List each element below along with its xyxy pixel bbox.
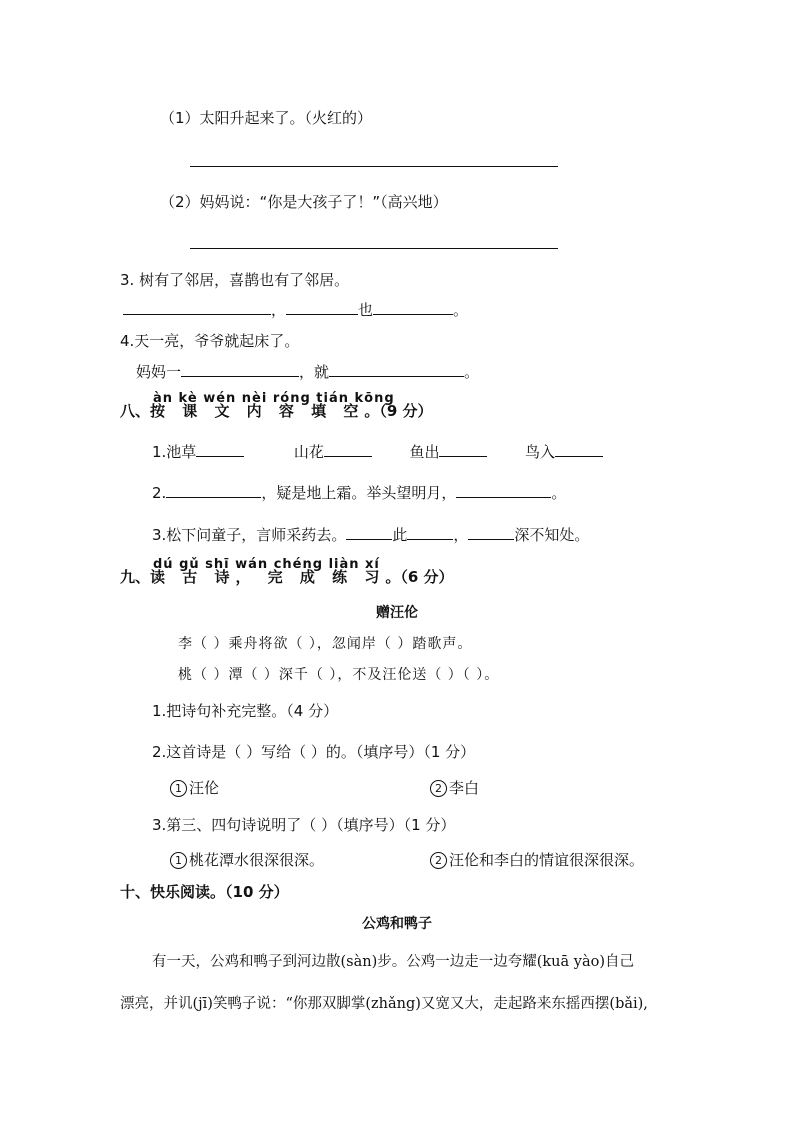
option-text: 桃花潭水很深很深。 (189, 851, 325, 869)
answer-line-2[interactable] (190, 248, 558, 249)
q3-prompt (120, 270, 349, 290)
fill-blank[interactable] (346, 525, 392, 540)
section9-prefix: 九、 (120, 568, 151, 586)
option-text: 汪伦和李白的情谊很深很深。 (449, 851, 645, 869)
section8-score: 。（9 分） (364, 402, 433, 420)
s9-q2-option-1[interactable] (170, 778, 219, 798)
q4-answer-row (136, 362, 479, 382)
period: 。 (551, 484, 567, 502)
story-paragraph-line-2: 漂亮，并讥(jī)笑鸭子说：“你那双脚掌(zhǎng)又宽又大，走起路来东摇西摆(bǎi), (120, 996, 648, 1012)
comma: ， (271, 301, 287, 319)
poem-text: ，疑是地上霜。举头望明月， (261, 484, 457, 502)
circled-number: 2 (430, 852, 447, 869)
q3-text: 树有了邻居，喜鹊也有了邻居。 (139, 271, 350, 289)
option-text: 李白 (449, 779, 480, 797)
q3-blank-2[interactable] (286, 300, 358, 315)
option-text: 汪伦 (189, 779, 220, 797)
story-title: 公鸡和鸭子 (362, 916, 432, 932)
fill-blank[interactable] (439, 442, 487, 457)
q3-blank-3[interactable] (373, 300, 453, 315)
fill-blank[interactable] (555, 442, 603, 457)
q3-number: 3. (120, 271, 135, 289)
poem-text: 深不知处。 (514, 526, 590, 544)
item-label: 鱼出 (409, 443, 440, 461)
q3-blank-1[interactable] (123, 300, 271, 315)
item-label: 山花 (293, 443, 324, 461)
section9-score: 。（6 分） (385, 568, 454, 586)
q4-blank-2[interactable] (329, 362, 464, 377)
poem-title: 赠汪伦 (376, 605, 418, 621)
circled-number: 2 (430, 780, 447, 797)
section9-pinyin: dú gǔ shī wán chéng liàn xí (153, 557, 380, 572)
fill-blank[interactable] (468, 525, 514, 540)
s9-q2-option-2[interactable] (430, 778, 479, 798)
item-label: 1.池草 (152, 443, 197, 461)
fill-blank[interactable] (166, 483, 261, 498)
sentence-2: （2）妈妈说：“你是大孩子了！”（高兴地） (160, 193, 448, 211)
poem-text: 3.松下问童子，言师采药去。 (152, 526, 347, 544)
fill-blank[interactable] (324, 442, 372, 457)
q4-start: 妈妈一 (136, 363, 182, 381)
section8-pinyin: àn kè wén nèi róng tián kōng (153, 391, 395, 406)
s9-question-3: 3.第三、四句诗说明了（ ）（填序号）（1 分） (152, 816, 456, 834)
circled-number: 1 (170, 852, 187, 869)
section10-heading: 十、快乐阅读。（10 分） (120, 883, 289, 901)
section9-title: 读 古 诗， 完 成 练 习 (150, 568, 386, 586)
poem-line-1: 李（ ）乘舟将欲（ ），忽闻岸（ ）踏歌声。 (178, 636, 473, 652)
s9-q3-option-1[interactable] (170, 850, 324, 870)
poem-line-2: 桃（ ）潭（ ）深千（ ），不及汪伦送（ ）（ ）。 (178, 667, 500, 683)
s9-q3-option-2[interactable] (430, 850, 644, 870)
s9-question-2: 2.这首诗是（ ）写给（ ）的。（填序号）（1 分） (152, 743, 476, 761)
poem-text: 此 (392, 526, 408, 544)
q4-mid: ，就 (299, 363, 330, 381)
section8-prefix: 八、 (120, 402, 151, 420)
q3-answer-row (123, 300, 468, 320)
q4-blank-1[interactable] (181, 362, 299, 377)
answer-line-1[interactable] (190, 166, 558, 167)
ye-text: 也 (358, 301, 374, 319)
sentence-1: （1）太阳升起来了。（火红的） (160, 109, 373, 127)
comma: ， (453, 526, 469, 544)
line-number: 2. (152, 484, 167, 502)
circled-number: 1 (170, 780, 187, 797)
period: 。 (453, 301, 469, 319)
fill-blank[interactable] (456, 483, 551, 498)
section8-heading (120, 400, 433, 421)
q4-prompt: 4.天一亮，爷爷就起床了。 (120, 332, 300, 350)
period: 。 (464, 363, 480, 381)
story-paragraph-line-1: 有一天，公鸡和鸭子到河边散(sàn)步。公鸡一边走一边夸耀(kuā yào)自己 (152, 954, 634, 970)
section8-row-1 (152, 442, 612, 462)
section8-row-3 (152, 525, 589, 545)
s9-question-1: 1.把诗句补充完整。（4 分） (152, 702, 339, 720)
item-label: 鸟入 (525, 443, 556, 461)
fill-blank[interactable] (407, 525, 453, 540)
section8-row-2 (152, 483, 566, 503)
section8-title: 按 课 文 内 容 填 空 (150, 402, 365, 420)
section9-heading (120, 566, 454, 587)
fill-blank[interactable] (196, 442, 244, 457)
